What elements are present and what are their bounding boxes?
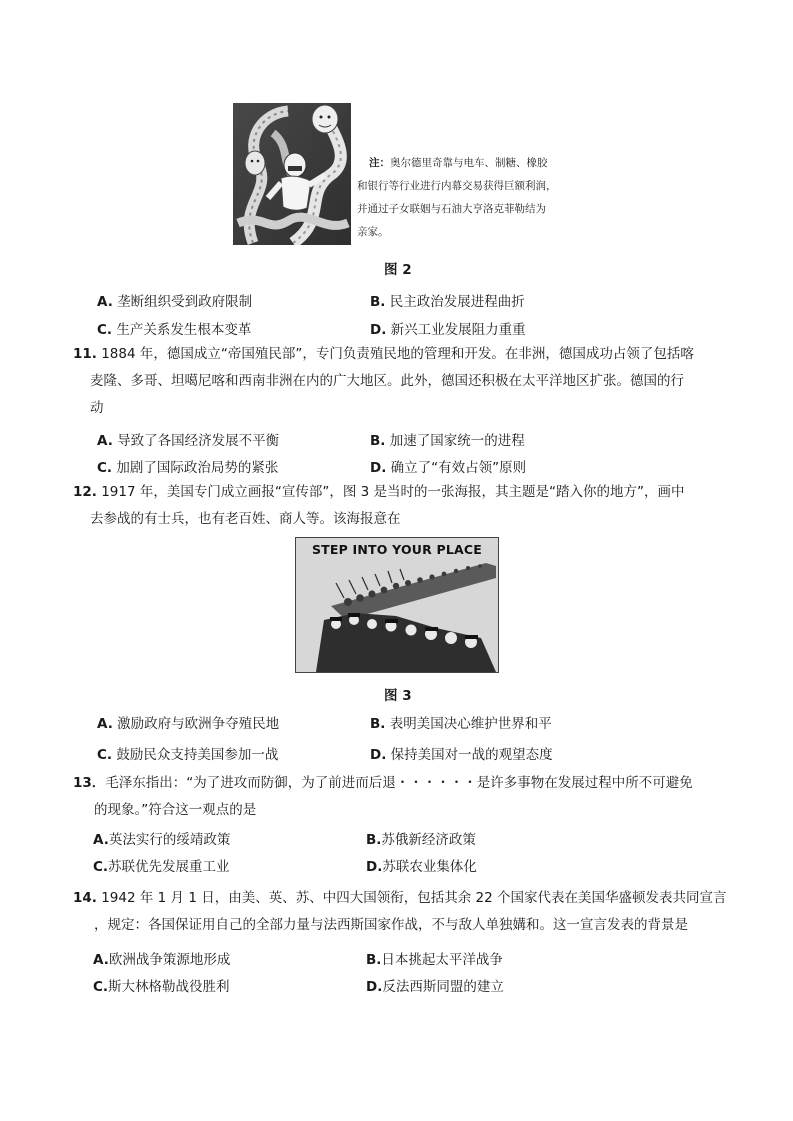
q12-option-b[interactable]: B. 表明美国决心维护世界和平 — [370, 716, 552, 732]
figure-2-caption: 图 2 — [384, 262, 412, 278]
q11-option-a[interactable]: A. 导致了各国经济发展不平衡 — [97, 433, 280, 449]
q10-option-a[interactable]: A. 垄断组织受到政府限制 — [97, 294, 253, 310]
note-label: 注： — [369, 157, 390, 169]
q10-option-d[interactable]: D. 新兴工业发展阻力重重 — [370, 322, 526, 338]
q11-number: 11. — [73, 346, 97, 362]
q13-option-a[interactable]: A.英法实行的绥靖政策 — [93, 832, 231, 848]
q13-stem: 13．毛泽东指出：“为了进攻而防御，为了前进而后退・・・・・・是许多事物在发展过程中所不可避免 的现象。”符合这一观点的是 — [73, 775, 693, 818]
q12-stem: 12. 1917 年，美国专门成立画报“宣传部”，图 3 是当时的一张海报，其主题是“踏入你的地方”，画中 去参战的有士兵，也有老百姓、商人等。该海报意在 — [73, 484, 685, 527]
q13-option-b[interactable]: B.苏俄新经济政策 — [366, 832, 476, 848]
q12-option-d[interactable]: D. 保持美国对一战的观望态度 — [370, 747, 553, 763]
q14-option-b[interactable]: B.日本挑起太平洋战争 — [366, 952, 503, 968]
q12-option-a[interactable]: A. 激励政府与欧洲争夺殖民地 — [97, 716, 280, 732]
note-line-3: 并通过子女联姻与石油大亨洛克菲勒结为 — [357, 203, 546, 215]
q13-number: 13． — [73, 775, 106, 791]
figure-3-poster — [295, 537, 499, 673]
q12-option-c[interactable]: C. 鼓励民众支持美国参加一战 — [97, 747, 279, 763]
note-line-1: 奥尔德里奇靠与电车、制糖、橡胶 — [390, 157, 548, 169]
q12-number: 12. — [73, 484, 97, 500]
figure-2-note — [357, 152, 557, 244]
q10-option-b[interactable]: B. 民主政治发展进程曲折 — [370, 294, 525, 310]
poster-title: STEP INTO YOUR PLACE — [311, 542, 483, 557]
q11-option-b[interactable]: B. 加速了国家统一的进程 — [370, 433, 525, 449]
q11-option-d[interactable]: D. 确立了“有效占领”原则 — [370, 460, 527, 476]
q13-option-d[interactable]: D.苏联农业集体化 — [366, 859, 477, 875]
q14-number: 14. — [73, 890, 97, 906]
marching-crowd-illustration — [296, 558, 498, 672]
q11-option-c[interactable]: C. 加剧了国际政治局势的紧张 — [97, 460, 279, 476]
figure-2-cartoon — [233, 103, 351, 245]
q14-option-c[interactable]: C.斯大林格勒战役胜利 — [93, 979, 230, 995]
figure-3-caption: 图 3 — [384, 688, 412, 704]
q14-stem: 14. 1942 年 1 月 1 日，由美、英、苏、中四大国领衔，包括其余 22 个国家代表在美国华盛顿发表共同宣言 ，规定：各国保证用自己的全部力量与法西斯国家作战，不与敌人单独媾和。这一宣言发表的背景是 — [73, 890, 727, 933]
q10-option-c[interactable]: C. 生产关系发生根本变革 — [97, 322, 252, 338]
note-line-4: 亲家。 — [357, 226, 389, 238]
q11-stem: 11. 1884 年，德国成立“帝国殖民部”，专门负责殖民地的管理和开发。在非洲，德国成功占领了包括喀 麦隆、多哥、坦噶尼喀和西南非洲在内的广大地区。此外，德国还积极在太平洋地区扩张。德国的行 动 — [73, 346, 694, 416]
q13-option-c[interactable]: C.苏联优先发展重工业 — [93, 859, 230, 875]
note-line-2: 和银行等行业进行内幕交易获得巨额利润， — [357, 180, 557, 192]
q14-option-a[interactable]: A.欧洲战争策源地形成 — [93, 952, 231, 968]
snake-cartoon-illustration — [233, 103, 351, 245]
q14-option-d[interactable]: D.反法西斯同盟的建立 — [366, 979, 504, 995]
